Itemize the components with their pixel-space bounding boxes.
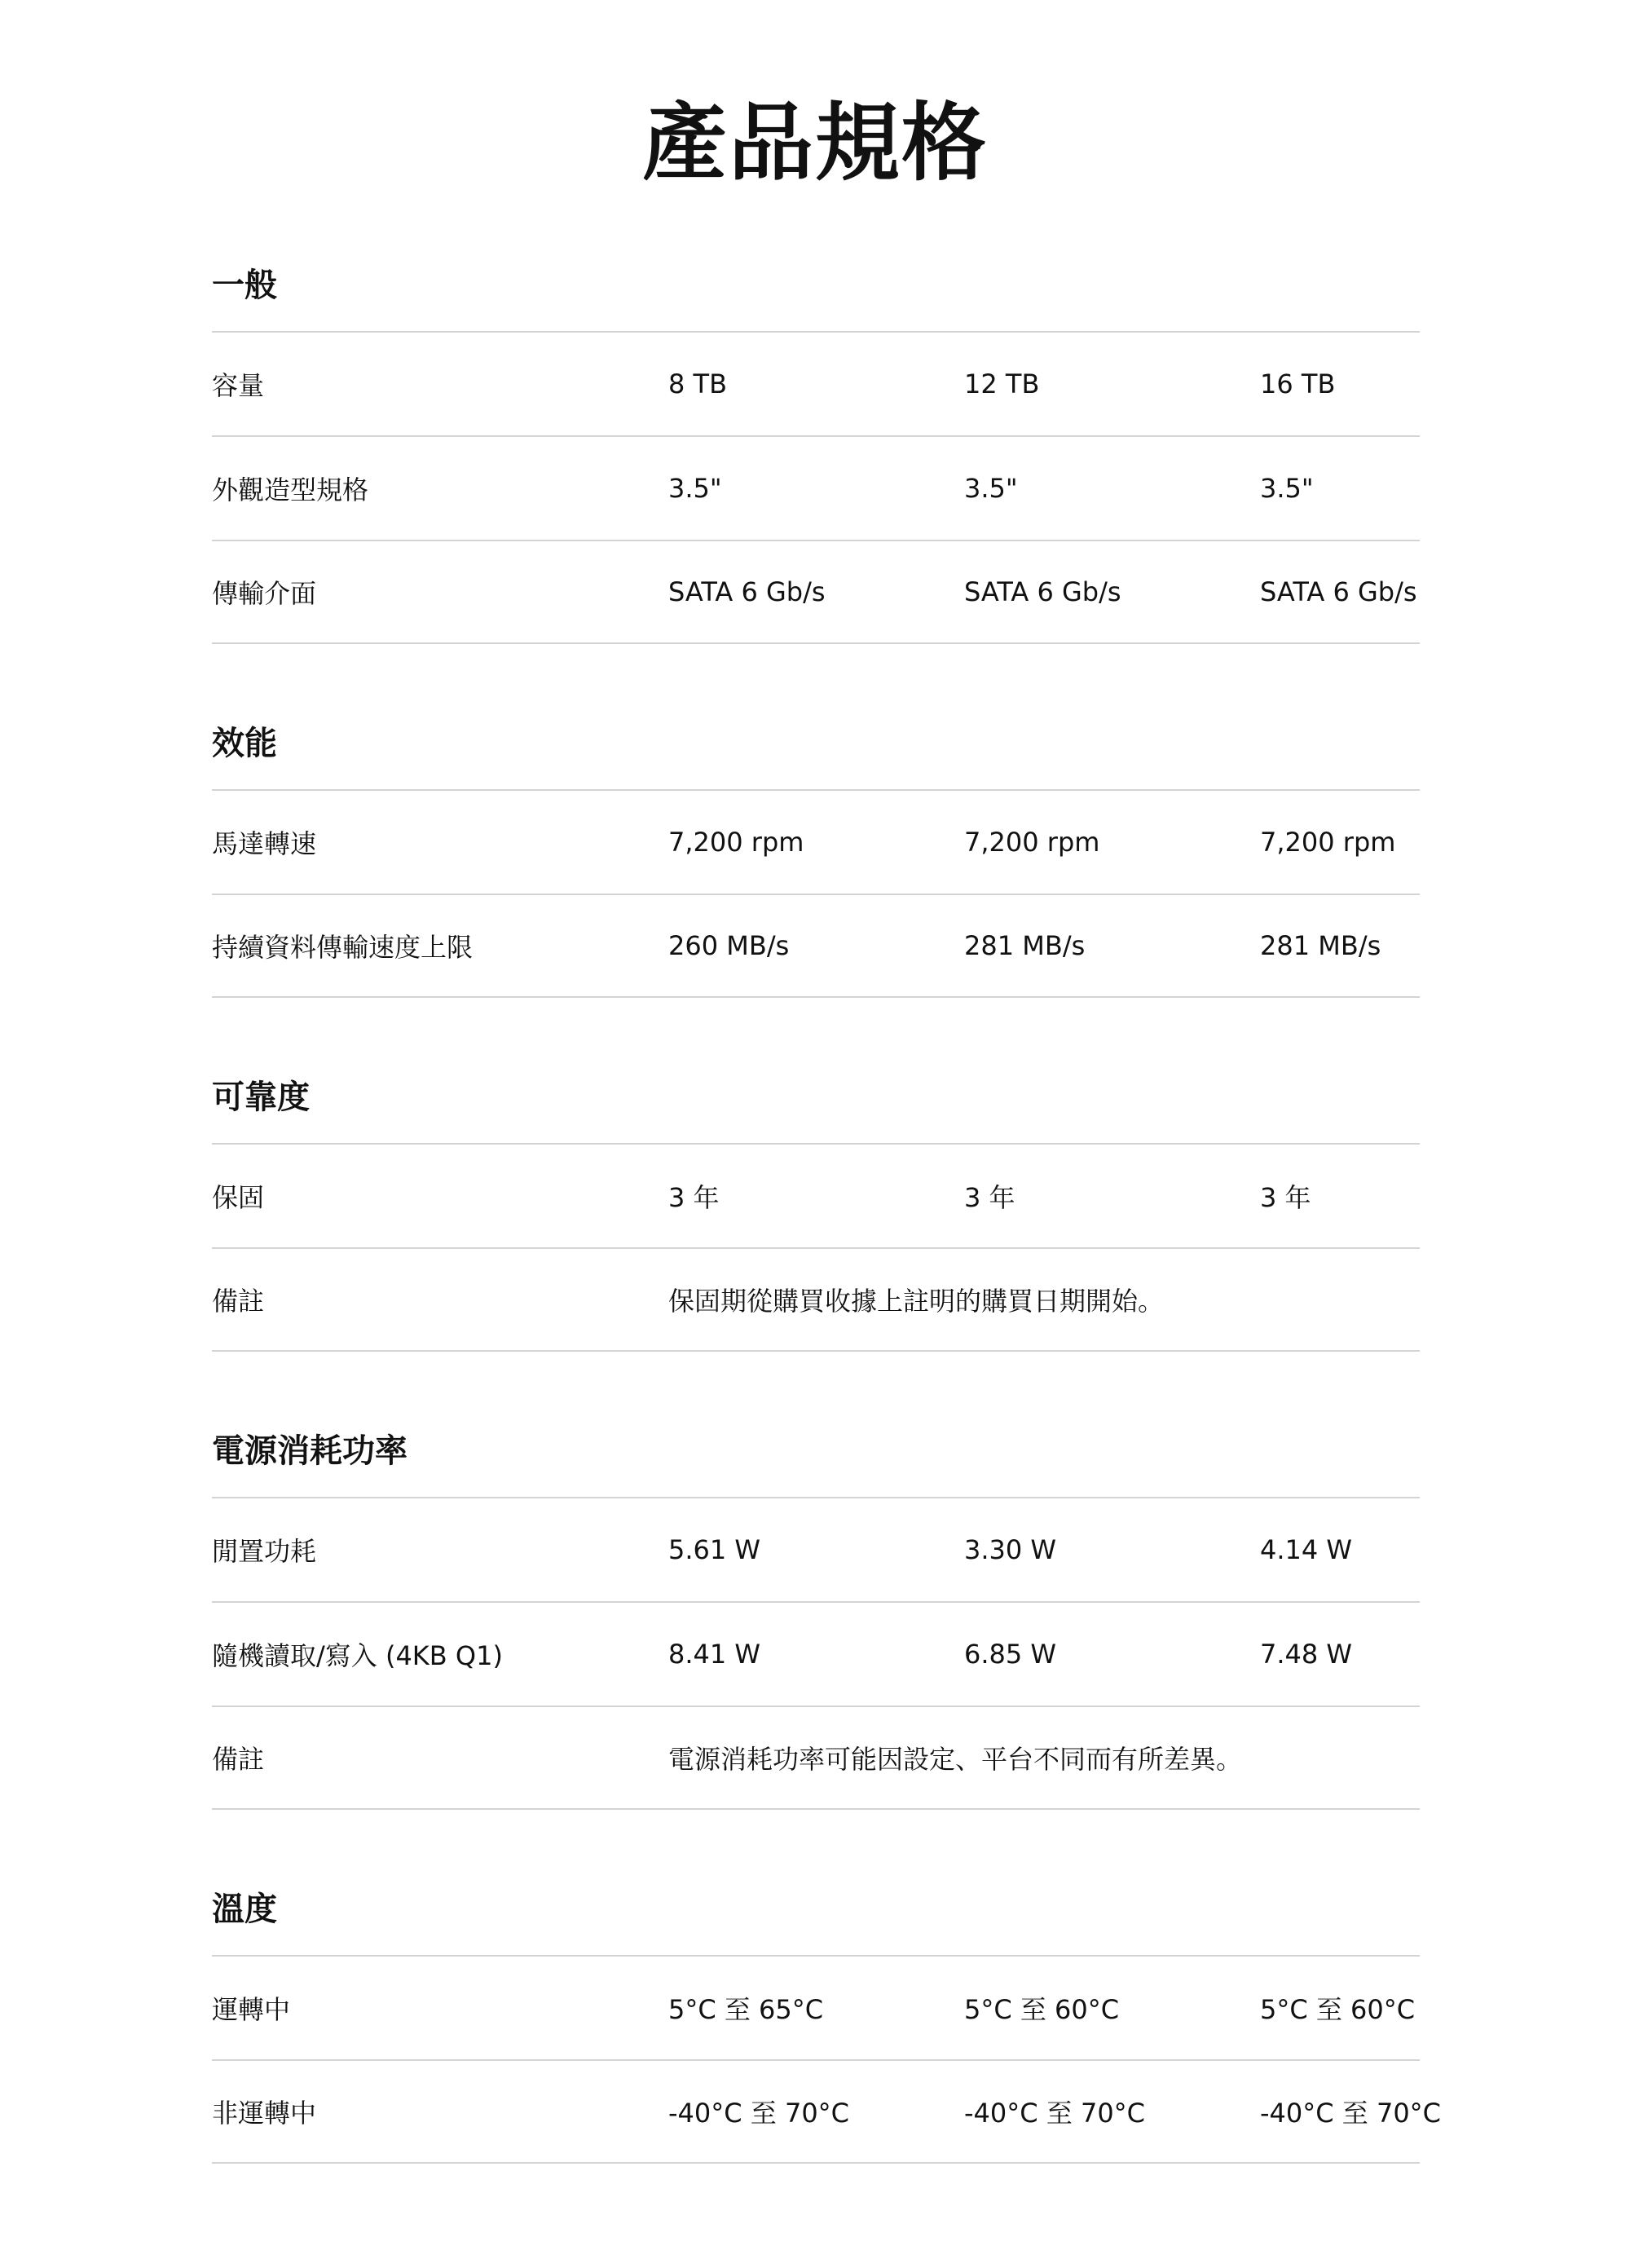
spec-value: 8 TB: [668, 368, 728, 399]
spec-value: 7,200 rpm: [668, 827, 804, 858]
spec-row-interface: [212, 540, 1420, 644]
spec-label: 非運轉中: [212, 2098, 317, 2129]
spec-value: 12 TB: [964, 368, 1040, 399]
spec-value: 3.5": [964, 473, 1018, 504]
spec-value: 3.30 W: [964, 1534, 1057, 1565]
section-temperature: [212, 1877, 1442, 2164]
spec-value: 281 MB/s: [1260, 930, 1381, 961]
spec-row-operating-temp: [212, 1955, 1420, 2059]
spec-value: 5.61 W: [668, 1534, 761, 1565]
spec-content: [212, 253, 1442, 2230]
spec-value: 5°C 至 65°C: [668, 1994, 824, 2025]
spec-value: 7,200 rpm: [964, 827, 1100, 858]
spec-label: 備註: [212, 1286, 265, 1317]
spec-value: 7.48 W: [1260, 1639, 1353, 1670]
spec-note: 保固期從購買收據上註明的購買日期開始。: [668, 1286, 1165, 1317]
spec-label: 持續資料傳輸速度上限: [212, 932, 474, 963]
spec-value: SATA 6 Gb/s: [668, 576, 826, 607]
spec-label: 傳輸介面: [212, 578, 317, 609]
spec-label: 保固: [212, 1182, 265, 1213]
spec-label: 馬達轉速: [212, 828, 317, 859]
section-title: 電源消耗功率: [212, 1432, 408, 1470]
spec-row-spindle-speed: [212, 789, 1420, 894]
spec-value: 3 年: [1260, 1182, 1311, 1213]
spec-row-random-rw-power: [212, 1601, 1420, 1705]
spec-label: 容量: [212, 370, 265, 401]
section-reliability: [212, 1065, 1420, 1352]
spec-value: 8.41 W: [668, 1639, 761, 1670]
spec-row-transfer-rate: [212, 894, 1420, 998]
spec-value: 5°C 至 60°C: [1260, 1994, 1416, 2025]
spec-value: 5°C 至 60°C: [964, 1994, 1120, 2025]
section-title: 效能: [212, 725, 277, 762]
spec-label: 運轉中: [212, 1994, 291, 2025]
section-power: [212, 1419, 1420, 1810]
spec-value: 3.5": [1260, 473, 1314, 504]
spec-row-capacity: [212, 331, 1420, 435]
spec-value: -40°C 至 70°C: [964, 2098, 1146, 2129]
spec-value: 3 年: [668, 1182, 720, 1213]
section-title: 一般: [212, 267, 277, 304]
spec-row-idle-power: [212, 1497, 1420, 1601]
page-title: 產品規格: [641, 93, 988, 192]
spec-value: SATA 6 Gb/s: [1260, 576, 1417, 607]
section-performance: [212, 711, 1420, 998]
spec-value: 7,200 rpm: [1260, 827, 1396, 858]
spec-value: 260 MB/s: [668, 930, 790, 961]
spec-value: 3 年: [964, 1182, 1015, 1213]
spec-label: 隨機讀取/寫入 (4KB Q1): [212, 1640, 503, 1671]
spec-row-nonoperating-temp: [212, 2059, 1442, 2164]
spec-row-note: [212, 1705, 1420, 1810]
spec-row-form-factor: [212, 435, 1420, 540]
spec-value: 4.14 W: [1260, 1534, 1353, 1565]
spec-value: -40°C 至 70°C: [1260, 2098, 1442, 2129]
spec-value: 16 TB: [1260, 368, 1336, 399]
spec-label: 備註: [212, 1744, 265, 1775]
section-title: 溫度: [212, 1891, 277, 1928]
section-general: [212, 253, 1420, 644]
spec-label: 外觀造型規格: [212, 474, 369, 505]
spec-row-warranty: [212, 1143, 1420, 1247]
spec-value: SATA 6 Gb/s: [964, 576, 1121, 607]
spec-note: 電源消耗功率可能因設定、平台不同而有所差異。: [668, 1744, 1243, 1775]
spec-value: 6.85 W: [964, 1639, 1057, 1670]
section-title: 可靠度: [212, 1079, 310, 1116]
spec-row-note: [212, 1247, 1420, 1352]
spec-label: 閒置功耗: [212, 1536, 317, 1567]
spec-value: 3.5": [668, 473, 722, 504]
spec-value: 281 MB/s: [964, 930, 1086, 961]
spec-value: -40°C 至 70°C: [668, 2098, 850, 2129]
